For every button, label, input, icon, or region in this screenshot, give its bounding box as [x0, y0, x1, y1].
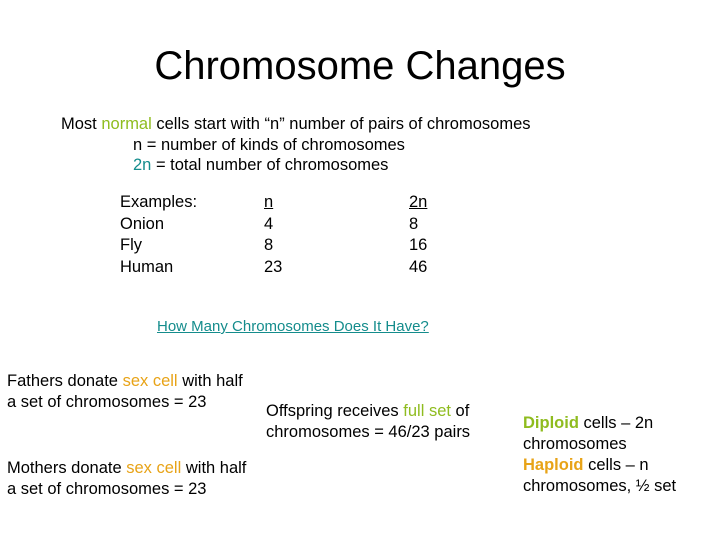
table-row — [120, 214, 427, 236]
table-header: n — [264, 193, 274, 211]
offspring-text-part: of — [450, 402, 470, 420]
intro-line-1 — [61, 114, 531, 135]
fathers-text-part: with half — [177, 372, 243, 390]
table-cell: Onion — [120, 214, 165, 233]
table-cell: 46 — [409, 257, 428, 276]
intro-text: = total number of chromosomes — [151, 156, 389, 174]
offspring-text — [266, 401, 470, 443]
table-row — [120, 235, 427, 257]
table-cell: 23 — [264, 257, 283, 276]
diploid-label: Diploid — [523, 414, 579, 432]
table-cell: 4 — [264, 214, 274, 233]
sex-cell-highlight: sex cell — [126, 459, 182, 477]
mothers-text-part: Mothers donate — [7, 459, 127, 477]
haploid-text: chromosomes, ½ set — [523, 477, 677, 495]
intro-text: cells start with “n” number of pairs of chromosomes — [151, 115, 531, 133]
fathers-text — [7, 371, 243, 413]
fathers-text-part: Fathers donate — [7, 372, 123, 390]
table-row — [120, 257, 427, 279]
fathers-text-part: a set of chromosomes = 23 — [7, 393, 207, 411]
table-cell: Fly — [120, 236, 142, 254]
table-header: 2n — [409, 193, 428, 211]
sex-cell-highlight: sex cell — [122, 372, 178, 390]
examples-table — [120, 192, 427, 278]
mothers-text-part: a set of chromosomes = 23 — [7, 480, 207, 498]
mothers-text — [7, 458, 246, 500]
2n-highlight: 2n — [133, 156, 152, 174]
cell-types-text — [523, 413, 676, 497]
table-cell: 16 — [409, 236, 428, 254]
table-cell: 8 — [264, 236, 274, 254]
full-set-highlight: full set — [403, 402, 451, 420]
page-title: Chromosome Changes — [154, 44, 566, 88]
diploid-text: cells – 2n — [578, 414, 654, 432]
table-header-row — [120, 192, 427, 214]
offspring-text-part: Offspring receives — [266, 402, 404, 420]
haploid-label: Haploid — [523, 456, 584, 474]
table-cell: Human — [120, 257, 174, 276]
mothers-text-part: with half — [181, 459, 247, 477]
normal-highlight: normal — [101, 115, 152, 133]
intro-text: Most — [61, 115, 102, 133]
table-header: Examples: — [120, 193, 198, 211]
haploid-text: cells – n — [583, 456, 649, 474]
intro-line-2: n = number of kinds of chromosomes — [133, 136, 405, 154]
how-many-chromosomes-link[interactable]: How Many Chromosomes Does It Have? — [157, 318, 429, 335]
intro-line-3 — [133, 155, 388, 176]
diploid-text: chromosomes — [523, 435, 627, 453]
offspring-text-part: chromosomes = 46/23 pairs — [266, 423, 471, 441]
table-cell: 8 — [409, 214, 419, 233]
